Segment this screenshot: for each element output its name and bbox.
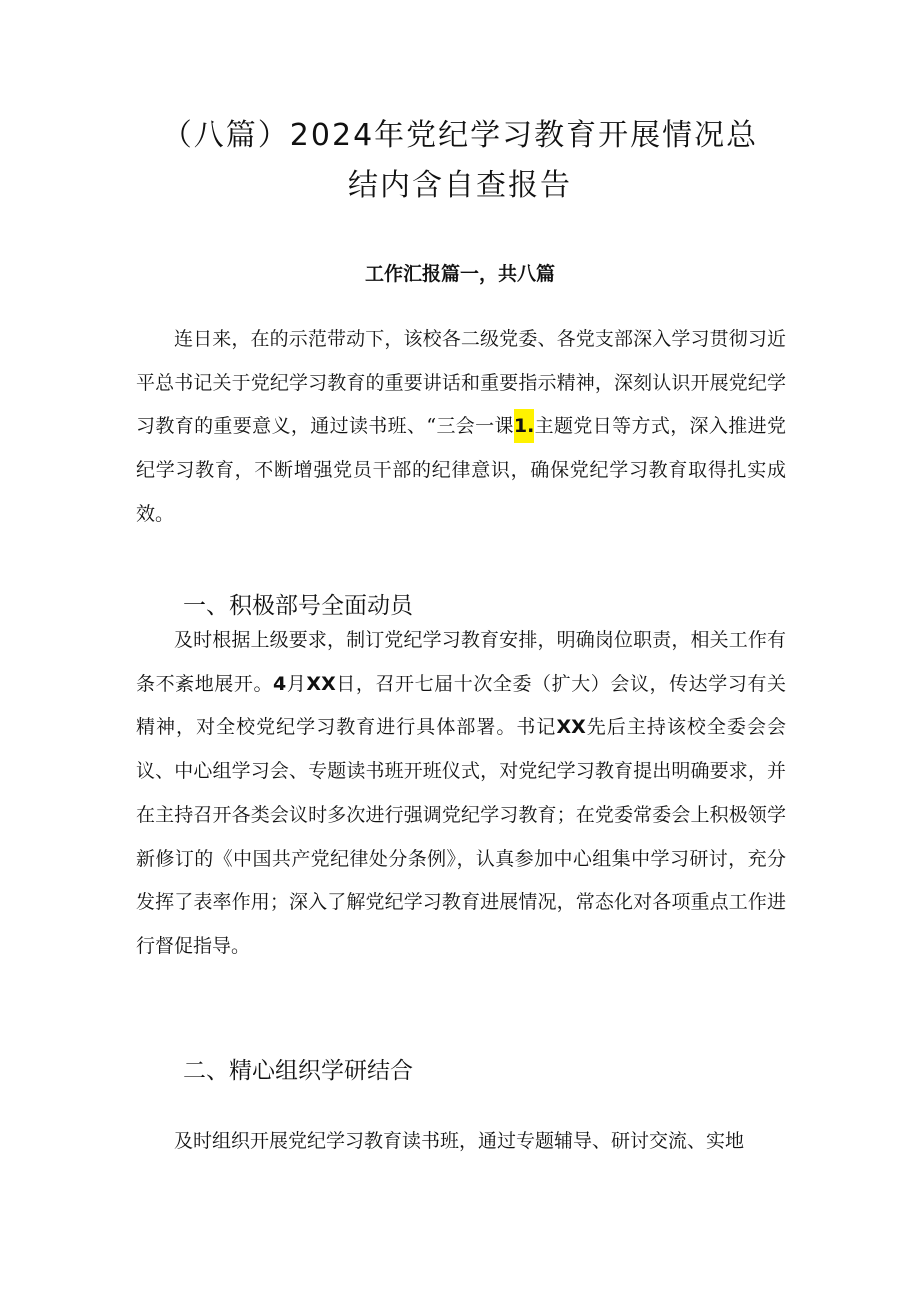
intro-text-part-2: 主题党日等方式，深入推进党纪学习教育，不断增强党员干部的纪律意识，确保党纪学习教育取得扎实成效。 xyxy=(136,415,786,525)
section-2-paragraph xyxy=(136,1120,786,1164)
section-1-text-part-1: 及时根据上级要求，制订党纪学习教育安排，明确岗位职责，相关工作有条不紊地展开。 xyxy=(136,629,786,695)
section-1-name: XX xyxy=(556,716,586,739)
document-title-line-2: 结内含自查报告 xyxy=(348,168,572,203)
section-2-heading: 二、精心组织学研结合 xyxy=(183,1058,413,1084)
intro-text-part-1: 连日来，在的示范带动下，该校各二级党委、各党支部深入学习贯彻习近平总书记关于党纪学习教育的重要讲话和重要指示精神，深刻认识开展党纪学习教育的重要意义，通过读书班、“三会一课 xyxy=(136,328,786,438)
section-1-month: 4 xyxy=(273,672,287,695)
section-1-day: XX xyxy=(306,672,336,695)
document-title-line-1: （八篇）2024年党纪学习教育开展情况总 xyxy=(161,118,759,153)
section-1-paragraph xyxy=(136,619,786,969)
section-1-text-part-4: 先后主持该校全委会会议、中心组学习会、专题读书班开班仪式，对党纪学习教育提出明确要求，并在主持召开各类会议时多次进行强调党纪学习教育；在党委常委会上积极领学新修订的《中国共产党纪律处分条例》，认真参加中心组集中学习研讨，充分发挥了表率作用；深入了解党纪学习教育进展情况，常态化对各项重点工作进行督促指导。 xyxy=(136,716,786,957)
document-subtitle: 工作汇报篇一，共八篇 xyxy=(364,263,555,285)
section-1-heading: 一、积极部号全面动员 xyxy=(183,593,413,619)
section-1-text-part-3: 日，召开七届十次全委（扩大）会议，传达学习有关精神，对全校党纪学习教育进行具体部署。书记 xyxy=(136,672,786,739)
highlighted-marker: 1. xyxy=(514,409,534,443)
section-1-text-part-2: 月 xyxy=(286,672,307,695)
intro-paragraph xyxy=(136,318,786,537)
section-2-text: 及时组织开展党纪学习教育读书班，通过专题辅导、研讨交流、实地 xyxy=(174,1130,745,1152)
